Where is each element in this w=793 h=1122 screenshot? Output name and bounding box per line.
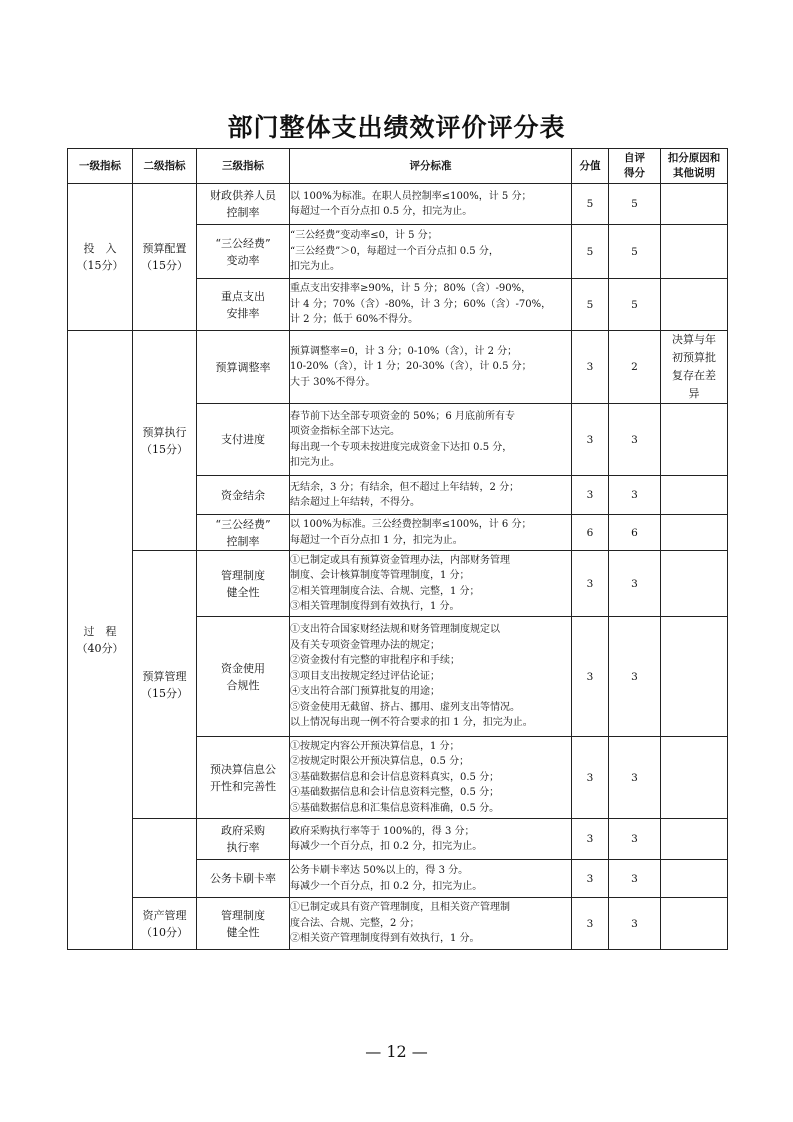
level3-cell: 预决算信息公 开性和完善性: [197, 737, 290, 819]
level1-cell: 投 入 （15分）: [68, 184, 133, 331]
self-score-cell: 3: [609, 737, 661, 819]
score-cell: 3: [572, 476, 609, 515]
level3-cell: 公务卡刷卡率: [197, 860, 290, 898]
page-number: — 12 —: [365, 1042, 428, 1061]
level2-cell: 预算配置 （15分）: [133, 184, 197, 331]
criteria-cell: ①已制定或具有预算资金管理办法，内部财务管理 制度、会计核算制度等管理制度，1 分； ②相关管理制度合法、合规、完整，1 分； ③相关管理制度得到有效执行，1 分。: [290, 551, 572, 617]
table-row: [68, 551, 728, 617]
note-cell: [661, 819, 728, 860]
note-cell: [661, 898, 728, 950]
score-cell: 5: [572, 225, 609, 279]
header-level2: 二级指标: [133, 149, 197, 184]
level3-cell: 管理制度 健全性: [197, 551, 290, 617]
level3-cell: 预算调整率: [197, 331, 290, 404]
score-cell: 6: [572, 515, 609, 551]
self-score-cell: 3: [609, 404, 661, 476]
criteria-cell: 以 100%为标准。在职人员控制率≤100%，计 5 分； 每超过一个百分点扣 0.5 分，扣完为止。: [290, 184, 572, 225]
criteria-cell: 无结余，3 分；有结余，但不超过上年结转，2 分； 结余超过上年结转，不得分。: [290, 476, 572, 515]
criteria-cell: ①按规定内容公开预决算信息，1 分； ②按规定时限公开预决算信息，0.5 分； ③基础数据信息和会计信息资料真实，0.5 分； ④基础数据信息和会计信息资料完整，0.5 分； ⑤基础数据信息和汇集信息资料准确，0.5 分。: [290, 737, 572, 819]
level2-cell: 预算管理 （15分）: [133, 551, 197, 819]
criteria-cell: 预算调整率=0，计 3 分；0-10%（含），计 2 分； 10-20%（含），计 1 分；20-30%（含），计 0.5 分； 大于 30%不得分。: [290, 331, 572, 404]
header-level1: 一级指标: [68, 149, 133, 184]
note-cell: [661, 737, 728, 819]
score-cell: 3: [572, 737, 609, 819]
scoring-table: [67, 148, 728, 950]
score-cell: 3: [572, 819, 609, 860]
level3-cell: 资金使用 合规性: [197, 617, 290, 737]
criteria-cell: 春节前下达全部专项资金的 50%；6 月底前所有专 项资金指标全部下达完。 每出现一个专项未按进度完成资金下达扣 0.5 分， 扣完为止。: [290, 404, 572, 476]
note-cell: [661, 617, 728, 737]
criteria-cell: 公务卡刷卡率达 50%以上的，得 3 分。 每减少一个百分点，扣 0.2 分，扣完为止。: [290, 860, 572, 898]
self-score-cell: 3: [609, 551, 661, 617]
note-cell: [661, 279, 728, 331]
page-title: 部门整体支出绩效评价评分表: [227, 113, 566, 142]
criteria-cell: 政府采购执行率等于 100%的，得 3 分； 每减少一个百分点，扣 0.2 分，扣完为止。: [290, 819, 572, 860]
self-score-cell: 2: [609, 331, 661, 404]
score-cell: 5: [572, 279, 609, 331]
score-cell: 3: [572, 331, 609, 404]
note-cell: 决算与年 初预算批 复存在差 异: [661, 331, 728, 404]
table-row: [68, 819, 728, 860]
level3-cell: 政府采购 执行率: [197, 819, 290, 860]
self-score-cell: 5: [609, 279, 661, 331]
note-cell: [661, 184, 728, 225]
header-self-score: 自评 得分: [609, 149, 661, 184]
self-score-cell: 3: [609, 476, 661, 515]
score-cell: 3: [572, 404, 609, 476]
criteria-cell: 以 100%为标准。三公经费控制率≤100%，计 6 分； 每超过一个百分点扣 1 分，扣完为止。: [290, 515, 572, 551]
level3-cell: 管理制度 健全性: [197, 898, 290, 950]
table-header-row: [68, 149, 728, 184]
self-score-cell: 3: [609, 819, 661, 860]
level3-cell: 支付进度: [197, 404, 290, 476]
note-cell: [661, 225, 728, 279]
score-cell: 3: [572, 551, 609, 617]
level3-cell: 重点支出 安排率: [197, 279, 290, 331]
level3-cell: “三公经费” 控制率: [197, 515, 290, 551]
table-row: [68, 331, 728, 404]
header-note: 扣分原因和 其他说明: [661, 149, 728, 184]
level1-cell: 过 程 （40分）: [68, 331, 133, 950]
level3-cell: 资金结余: [197, 476, 290, 515]
criteria-cell: 重点支出安排率≥90%，计 5 分；80%（含）-90%， 计 4 分；70%（含）-80%，计 3 分；60%（含）-70%， 计 2 分；低于 60%不得分。: [290, 279, 572, 331]
level2-cell: 资产管理 （10分）: [133, 898, 197, 950]
table-row: [68, 898, 728, 950]
header-level3: 三级指标: [197, 149, 290, 184]
note-cell: [661, 404, 728, 476]
header-criteria: 评分标准: [290, 149, 572, 184]
score-cell: 3: [572, 617, 609, 737]
level2-cell: 预算执行 （15分）: [133, 331, 197, 551]
self-score-cell: 5: [609, 225, 661, 279]
note-cell: [661, 860, 728, 898]
note-cell: [661, 515, 728, 551]
self-score-cell: 3: [609, 898, 661, 950]
self-score-cell: 5: [609, 184, 661, 225]
level3-cell: 财政供养人员 控制率: [197, 184, 290, 225]
level2-cell: [133, 819, 197, 898]
note-cell: [661, 551, 728, 617]
score-cell: 3: [572, 860, 609, 898]
header-score: 分值: [572, 149, 609, 184]
criteria-cell: ①支出符合国家财经法规和财务管理制度规定以 及有关专项资金管理办法的规定； ②资金拨付有完整的审批程序和手续； ③项目支出按规定经过评估论证； ④支出符合部门预算批复的用途； ⑤资金使用无截留、挤占、挪用、虚列支出等情况。 以上情况每出现一例不符合要求的扣 1 分，扣完为止。: [290, 617, 572, 737]
criteria-cell: ①已制定或具有资产管理制度，且相关资产管理制 度合法、合规、完整，2 分； ②相关资产管理制度得到有效执行，1 分。: [290, 898, 572, 950]
self-score-cell: 3: [609, 617, 661, 737]
self-score-cell: 3: [609, 860, 661, 898]
criteria-cell: “三公经费”变动率≤0，计 5 分； “三公经费”＞0，每超过一个百分点扣 0.5 分， 扣完为止。: [290, 225, 572, 279]
table-row: [68, 184, 728, 225]
self-score-cell: 6: [609, 515, 661, 551]
score-cell: 3: [572, 898, 609, 950]
level3-cell: “三公经费” 变动率: [197, 225, 290, 279]
note-cell: [661, 476, 728, 515]
score-cell: 5: [572, 184, 609, 225]
